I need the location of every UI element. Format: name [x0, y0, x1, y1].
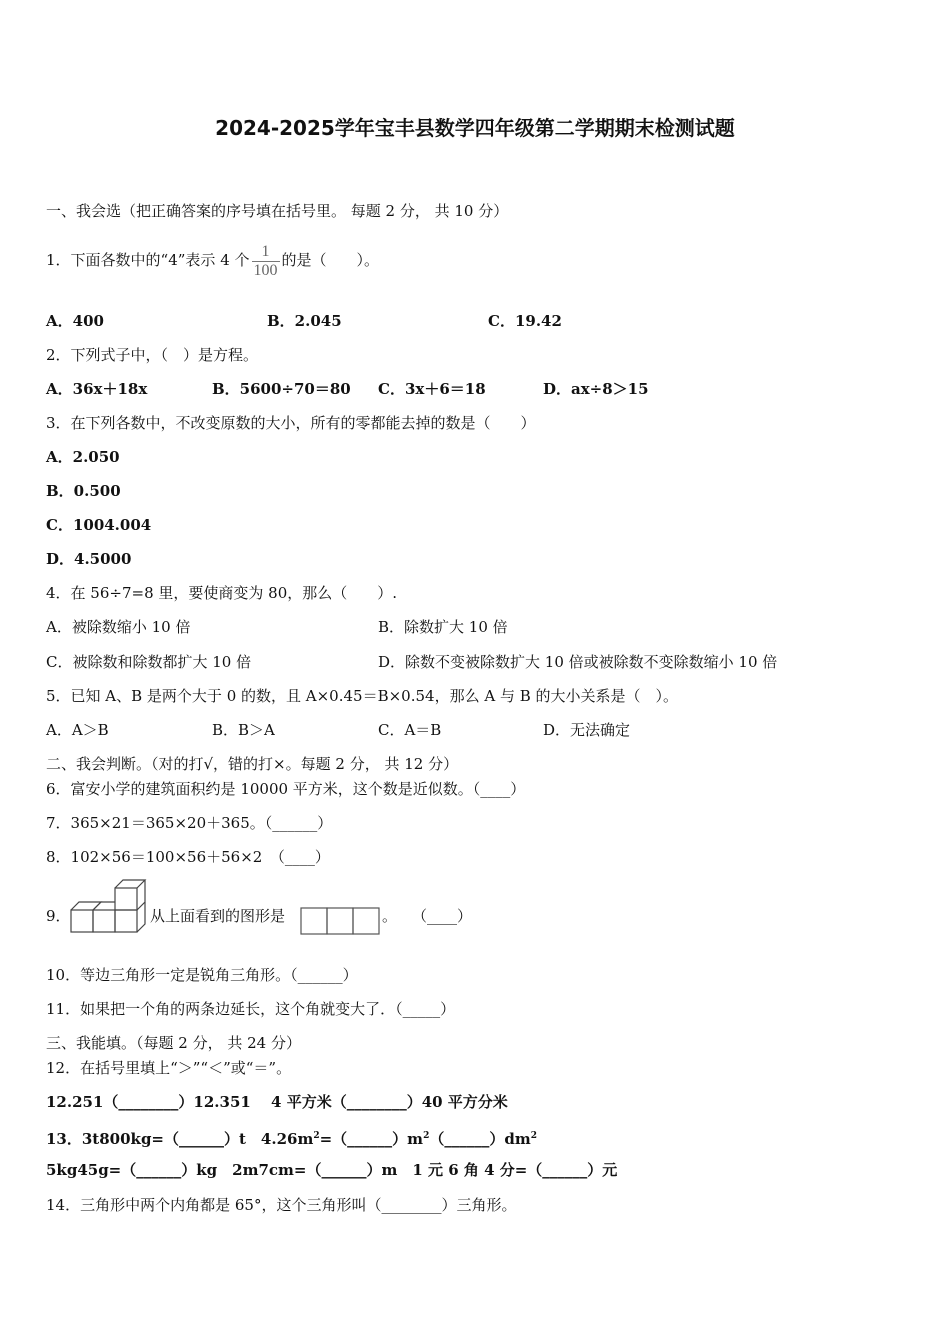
question-11: 11．如果把一个角的两条边延长，这个角就变大了．（_____）: [46, 1000, 456, 1018]
question-9-text: 从上面看到的图形是: [150, 907, 286, 925]
page-title: 2024-2025学年宝丰县数学四年级第二学期期末检测试题: [215, 116, 735, 140]
question-8: 8．102×56＝100×56＋56×2 （____）: [46, 848, 330, 866]
q13-sup-1: 2: [313, 1131, 320, 1141]
question-2: 2．下列式子中，（ ）是方程。: [46, 346, 259, 364]
question-13-line-1: [46, 1126, 537, 1149]
fraction-numerator: 1: [252, 243, 280, 262]
question-7: 7．365×21＝365×20＋365。（______）: [46, 814, 333, 832]
q13-sup-2: 2: [423, 1131, 430, 1141]
question-6: 6．富安小学的建筑面积约是 10000 平方米，这个数是近似数。（____）: [46, 780, 526, 798]
q4-option-c[interactable]: C．被除数和除数都扩大 10 倍: [46, 653, 252, 671]
q13-sup-3: 2: [530, 1131, 537, 1141]
q3-option-c[interactable]: C．1004.004: [46, 516, 152, 534]
question-13-line-2: 5kg45g=（______）kg 2m7cm=（______）m 1 元 6 角 4 分=（______）元: [46, 1161, 618, 1179]
q5-option-a[interactable]: A．A＞B: [46, 721, 109, 739]
question-3: 3．在下列各数中，不改变原数的大小，所有的零都能去掉的数是（ ）: [46, 414, 536, 432]
question-4: 4．在 56÷7=8 里，要使商变为 80，那么（ ）.: [46, 584, 398, 602]
q2-option-d[interactable]: D．ax÷8＞15: [543, 380, 649, 398]
question-9-number: 9．: [46, 907, 71, 925]
q5-option-b[interactable]: B．B＞A: [212, 721, 275, 739]
q4-option-a[interactable]: A．被除数缩小 10 倍: [46, 618, 191, 636]
q1-option-c[interactable]: C．19.42: [488, 312, 562, 330]
q5-option-d[interactable]: D．无法确定: [543, 721, 631, 739]
question-10: 10．等边三角形一定是锐角三角形。（______）: [46, 966, 358, 984]
question-14: 14．三角形中两个内角都是 65°，这个三角形叫（________）三角形。: [46, 1196, 517, 1214]
q2-option-a[interactable]: A．36x＋18x: [46, 380, 148, 398]
fraction-1-100: [252, 243, 280, 280]
section-1-heading: 一、我会选（把正确答案的序号填在括号里。 每题 2 分， 共 10 分）: [46, 202, 509, 220]
q13-part-a: 13．3t800kg=（______）t 4.26m: [46, 1130, 314, 1148]
q13-part-c: （______）dm: [429, 1130, 531, 1148]
q3-option-a[interactable]: A．2.050: [46, 448, 120, 466]
q1-option-a[interactable]: A．400: [46, 312, 104, 330]
question-9-tail: 。 （____）: [382, 907, 473, 925]
q4-option-b[interactable]: B．除数扩大 10 倍: [378, 618, 508, 636]
cube-stack-figure: [68, 877, 152, 939]
question-5: 5．已知 A、B 是两个大于 0 的数，且 A×0.45＝B×0.54，那么 A 与 B 的大小关系是（ ）。: [46, 687, 679, 705]
q2-option-c[interactable]: C．3x＋6＝18: [378, 380, 486, 398]
q3-option-b[interactable]: B．0.500: [46, 482, 121, 500]
question-1-tail: 的是（ ）。: [281, 251, 380, 269]
question-1-text: 1．下面各数中的“4”表示 4 个: [46, 251, 250, 269]
q2-option-b[interactable]: B．5600÷70＝80: [212, 380, 351, 398]
q4-option-d[interactable]: D．除数不变被除数扩大 10 倍或被除数不变除数缩小 10 倍: [378, 653, 778, 671]
q5-option-c[interactable]: C．A＝B: [378, 721, 442, 739]
q1-option-b[interactable]: B．2.045: [267, 312, 342, 330]
question-12: 12．在括号里填上“＞”“＜”或“＝”。: [46, 1059, 292, 1077]
q3-option-d[interactable]: D．4.5000: [46, 550, 132, 568]
question-12-items: 12.251（________）12.351 4 平方米（________）40 平方分米: [46, 1093, 508, 1111]
question-1: [46, 240, 379, 280]
fraction-denominator: 100: [253, 261, 278, 279]
top-view-figure: [300, 907, 380, 935]
section-2-heading: 二、我会判断。（对的打√，错的打×。每题 2 分， 共 12 分）: [46, 755, 459, 773]
q13-part-b: =（______）m: [319, 1130, 424, 1148]
section-3-heading: 三、我能填。（每题 2 分， 共 24 分）: [46, 1034, 301, 1052]
